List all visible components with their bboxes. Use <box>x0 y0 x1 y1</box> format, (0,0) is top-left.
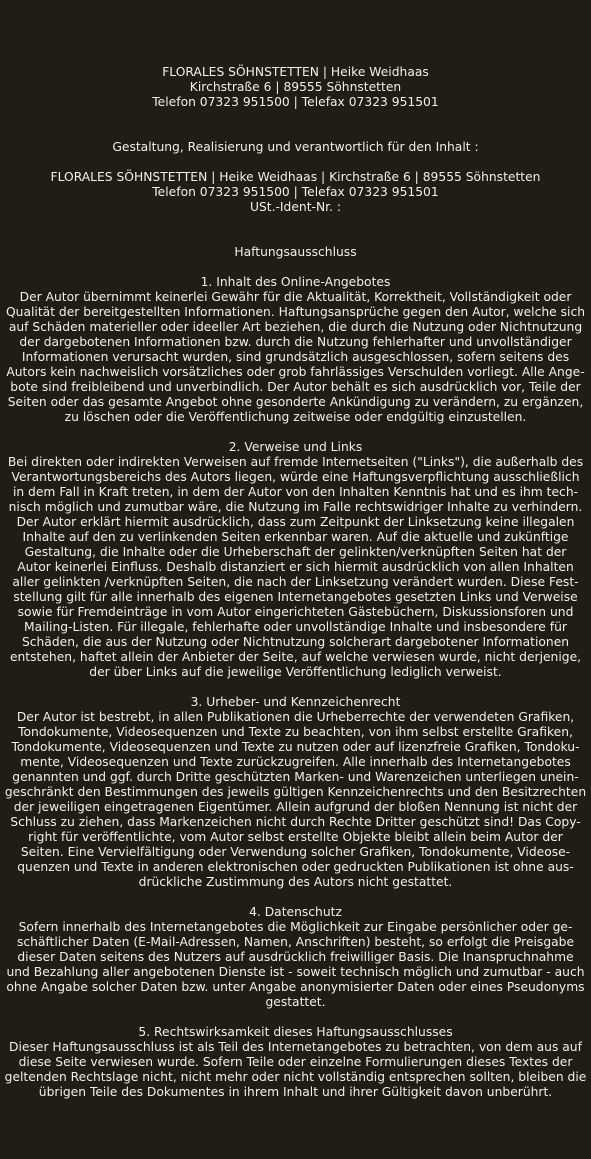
section-text-line: entstehen, haftet allein der Anbieter der Seite, auf welche verwiesen wurde, nicht derjenige, <box>9 650 582 664</box>
responsible-block <box>0 140 591 215</box>
section-text-line: der über Links auf die jeweilige Veröffentlichung lediglich verweist. <box>89 665 502 679</box>
disclaimer-section <box>0 695 591 890</box>
section-text-line: bote sind freibleibend und unverbindlich. Der Autor behält es sich ausdrücklich vor, Teile der <box>10 380 581 394</box>
section-text-line: Mailing-Listen. Für illegale, fehlerhafte oder unvollständige Inhalte und insbesondere für <box>24 620 567 634</box>
section-text-line: diese Seite verwiesen wurde. Sofern Teile oder einzelne Formulierungen dieses Textes der <box>18 1055 573 1069</box>
section-text-line: Schluss zu ziehen, dass Markenzeichen nicht durch Rechte Dritter geschützt sind! Das Copy- <box>10 815 581 829</box>
section-text-line: Bei direkten oder indirekten Verweisen auf fremde Internetseiten ("Links"), die außerhalb des <box>7 455 584 469</box>
section-text-line: Verantwortungsbereichs des Autors liegen, würde eine Haftungsverpflichtung ausschließlich <box>11 470 580 484</box>
phone-line: Telefon 07323 951500 | Telefax 07323 951501 <box>152 95 439 109</box>
section-text-line: Qualität der bereitgestellten Informationen. Haftungsansprüche gegen den Autor, welche sich <box>6 305 585 319</box>
section-text-line: drückliche Zustimmung des Autors nicht gestattet. <box>138 875 453 889</box>
company-name-line: FLORALES SÖHNSTETTEN | Heike Weidhaas <box>162 65 429 79</box>
section-text-line: Sofern innerhalb des Internetangebotes die Möglichkeit zur Eingabe persönlicher oder ge- <box>18 920 573 934</box>
section-text-line: Tondokumente, Videosequenzen und Texte zu nutzen oder auf lizenzfreie Grafiken, Tondoku- <box>11 740 580 754</box>
section-text-line: der jeweiligen eingetragenen Eigentümer. Allein aufgrund der bloßen Nennung ist nicht der <box>13 800 578 814</box>
disclaimer-section <box>0 905 591 1010</box>
section-text-line: quenzen und Texte in anderen elektronischen oder gedruckten Publikationen ist ohne aus- <box>17 860 574 874</box>
disclaimer-title: Haftungsausschluss <box>234 245 357 259</box>
section-text-line: gestattet. <box>265 995 326 1009</box>
section-text-line: Dieser Haftungsausschluss ist als Teil des Internetangebotes zu betrachten, von dem aus auf <box>9 1040 582 1054</box>
section-text-line: auf Schäden materieller oder ideeller Art beziehen, die durch die Nutzung oder Nichtnutzung <box>8 320 583 334</box>
vat-id-line: USt.-Ident-Nr. : <box>249 200 342 214</box>
disclaimer-section <box>0 440 591 680</box>
section-text-line: übrigen Teile des Dokumentes in ihrem Inhalt und ihrer Gültigkeit davon unberührt. <box>38 1085 553 1099</box>
disclaimer-section <box>0 275 591 425</box>
section-text-line: stellung gilt für alle innerhalb des eigenen Internetangebotes gesetzten Links und Verweise <box>13 590 578 604</box>
section-text-line: nisch möglich und zumutbar wäre, die Nutzung im Falle rechtswidriger Inhalte zu verhindern. <box>8 500 583 514</box>
section-text-line: der dargebotenen Informationen bzw. durch die Nutzung fehlerhafter und unvollständiger <box>19 335 572 349</box>
section-text-line: Informationen verursacht wurden, sind grundsätzlich ausgeschlossen, sofern seitens des <box>21 350 570 364</box>
section-text-line: right für veröffentlichte, vom Autor selbst erstellte Objekte bleibt allein beim Autor der <box>28 830 563 844</box>
section-text-line: in dem Fall in Kraft treten, in dem der Autor von den Inhalten Kenntnis hat und es ihm tech- <box>12 485 579 499</box>
responsible-phone-line: Telefon 07323 951500 | Telefax 07323 951501 <box>152 185 439 199</box>
section-heading: 2. Verweise und Links <box>228 440 363 454</box>
section-text-line: ohne Angabe solcher Daten bzw. unter Angabe anonymisierter Daten oder eines Pseudonyms <box>6 980 585 994</box>
responsible-label: Gestaltung, Realisierung und verantwortlich für den Inhalt : <box>112 140 479 154</box>
section-text-line: geschränkt den Bestimmungen des jeweils gültigen Kennzeichenrechts und den Besitzrechten <box>4 785 587 799</box>
section-text-line: Autor keinerlei Einfluss. Deshalb distanziert er sich hiermit ausdrücklich von allen Inhalten <box>17 560 574 574</box>
section-text-line: Inhalte auf den zu verlinkenden Seiten erkennbar waren. Auf die aktuelle und zukünftige <box>22 530 569 544</box>
section-text-line: und Bezahlung aller angebotenen Dienste ist - soweit technisch möglich und zumutbar - auch <box>6 965 585 979</box>
contact-block <box>0 65 591 110</box>
section-text-line: mente, Videosequenzen und Texte zurückzugreifen. Alle innerhalb des Internetangebotes <box>20 755 571 769</box>
section-text-line: Schäden, die aus der Nutzung oder Nichtnutzung solcherart dargebotener Informationen <box>21 635 570 649</box>
disclaimer-sections <box>0 275 591 1100</box>
section-text-line: sowie für Fremdeinträge in vom Autor eingerichteten Gästebüchern, Diskussionsforen und <box>17 605 574 619</box>
section-heading: 3. Urheber- und Kennzeichenrecht <box>190 695 401 709</box>
address-line: Kirchstraße 6 | 89555 Söhnstetten <box>189 80 402 94</box>
section-text-line: Tondokumente, Videosequenzen und Texte zu beachten, von ihm selbst erstellte Grafiken, <box>18 725 573 739</box>
section-text-line: Der Autor erklärt hiermit ausdrücklich, dass zum Zeitpunkt der Linksetzung keine illegalen <box>16 515 575 529</box>
section-text-line: aller gelinkten /verknüpften Seiten, die nach der Linksetzung verändert wurden. Diese Fest- <box>12 575 579 589</box>
section-text-line: Der Autor übernimmt keinerlei Gewähr für die Aktualität, Korrektheit, Vollständigkeit oder <box>19 290 572 304</box>
section-text-line: schäftlicher Daten (E-Mail-Adressen, Namen, Anschriften) besteht, so erfolgt die Preisgabe <box>16 935 575 949</box>
section-text-line: Gestaltung, die Inhalte oder die Urheberschaft der gelinkten/verknüpften Seiten hat der <box>24 545 567 559</box>
section-text-line: genannten und ggf. durch Dritte geschützten Marken- und Warenzeichen unterliegen unein- <box>12 770 579 784</box>
section-text-line: Seiten. Eine Vervielfältigung oder Verwendung solcher Grafiken, Tondokumente, Videose- <box>20 845 571 859</box>
section-text-line: geltenden Rechtslage nicht, nicht mehr oder nicht vollständig entsprechen sollten, bleiben die <box>4 1070 587 1084</box>
responsible-company-line: FLORALES SÖHNSTETTEN | Heike Weidhaas | Kirchstraße 6 | 89555 Söhnstetten <box>50 170 541 184</box>
disclaimer-section <box>0 1025 591 1100</box>
section-heading: 5. Rechtswirksamkeit dieses Haftungsausschlusses <box>138 1025 453 1039</box>
section-heading: 1. Inhalt des Online-Angebotes <box>200 275 391 289</box>
section-text-line: Autors kein nachweislich vorsätzliches oder grob fahrlässiges Verschulden vorliegt. Alle Ange- <box>6 365 585 379</box>
section-text-line: dieser Daten seitens des Nutzers auf ausdrücklich freiwilliger Basis. Die Inanspruchnahme <box>17 950 574 964</box>
section-text-line: Der Autor ist bestrebt, in allen Publikationen die Urheberrechte der verwendeten Grafiken, <box>16 710 575 724</box>
section-heading: 4. Datenschutz <box>249 905 342 919</box>
section-text-line: Seiten oder das gesamte Angebot ohne gesonderte Ankündigung zu verändern, zu ergänzen, <box>7 395 584 409</box>
section-text-line: zu löschen oder die Veröffentlichung zeitweise oder endgültig einzustellen. <box>64 410 527 424</box>
